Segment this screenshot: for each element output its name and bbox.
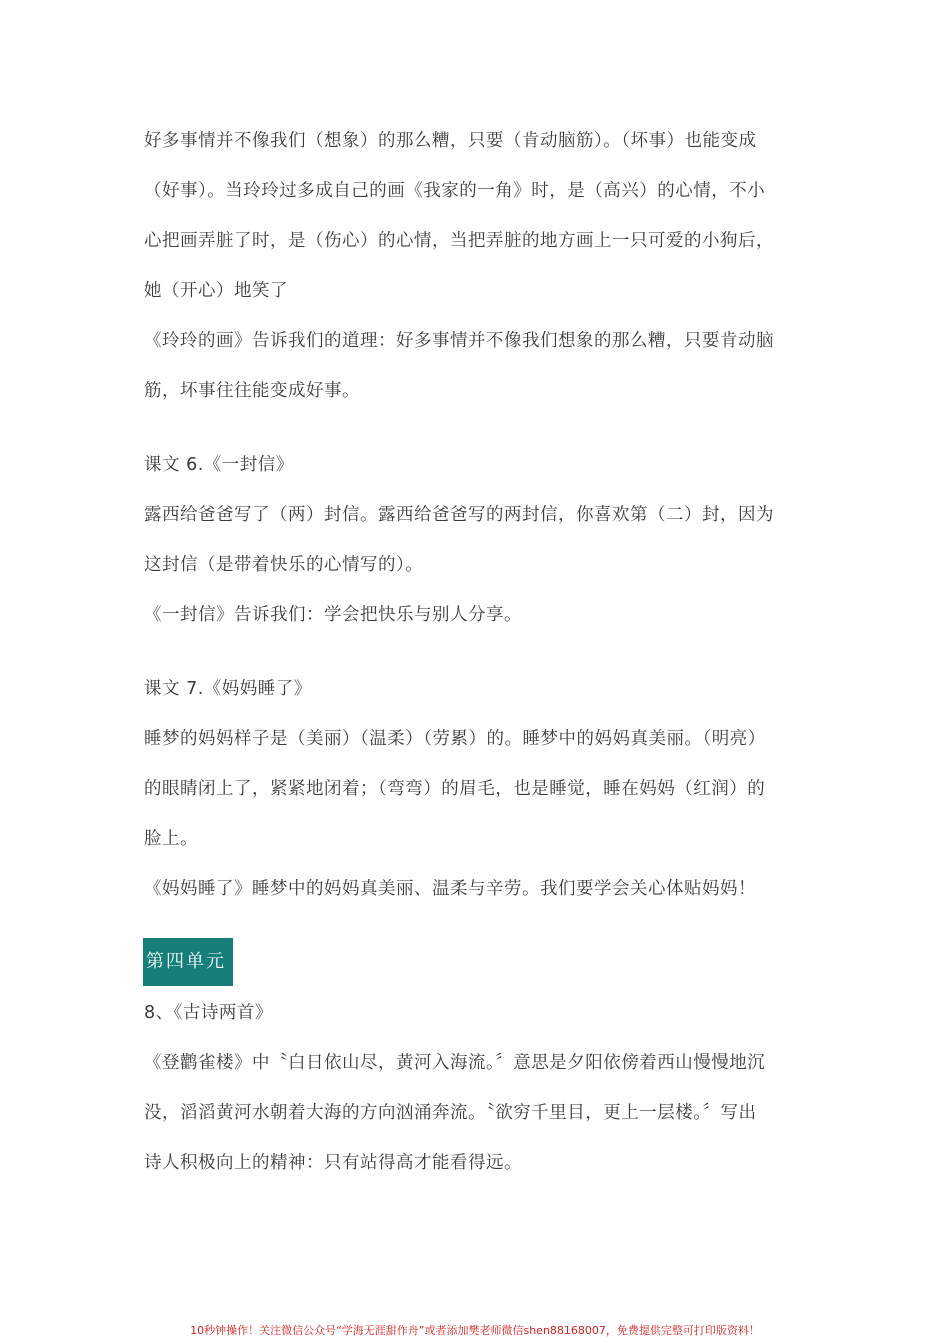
lesson-6-title: 课文 6.《一封信》 (144, 455, 294, 475)
paragraph-line: 她（开心）地笑了 (144, 281, 288, 301)
summary-line: 筋，坏事往往能变成好事。 (144, 381, 360, 401)
paragraph-line: 睡梦的妈妈样子是（美丽）（温柔）（劳累）的。睡梦中的妈妈真美丽。（明亮） (144, 729, 766, 749)
paragraph-line: （好事）。当玲玲过多成自己的画《我家的一角》时，是（高兴）的心情，不小 (144, 181, 766, 201)
paragraph-line: 心把画弄脏了时，是（伤心）的心情，当把弄脏的地方画上一只可爱的小狗后， (144, 231, 774, 251)
unit-heading: 第四单元 (146, 951, 226, 972)
paragraph-line: 好多事情并不像我们（想象）的那么糟，只要（肯动脑筋）。（坏事）也能变成 (144, 131, 757, 151)
footer-notice: 10秒钟操作！关注微信公众号“学海无涯甜作舟”或者添加樊老师微信shen88168007，免费提供完整可打印版资料！ (190, 1324, 760, 1337)
lesson-8-title: 8、《古诗两首》 (144, 1003, 273, 1023)
summary-line: 《一封信》告诉我们：学会把快乐与别人分享。 (144, 605, 522, 625)
paragraph-line: 露西给爸爸写了（两）封信。露西给爸爸写的两封信，你喜欢第（二）封，因为 (144, 505, 774, 525)
paragraph-line: 的眼睛闭上了，紧紧地闭着；（弯弯）的眉毛，也是睡觉，睡在妈妈（红润）的 (144, 779, 766, 799)
paragraph-line: 诗人积极向上的精神：只有站得高才能看得远。 (144, 1153, 522, 1173)
paragraph-line: 脸上。 (144, 829, 198, 849)
paragraph-line: 没，滔滔黄河水朝着大海的方向汹涌奔流。〝欲穷千里目，更上一层楼。〞写出 (144, 1103, 757, 1123)
summary-line: 《玲玲的画》告诉我们的道理：好多事情并不像我们想象的那么糟，只要肯动脑 (144, 331, 774, 351)
paragraph-line: 这封信（是带着快乐的心情写的）。 (144, 555, 424, 575)
summary-line: 《妈妈睡了》睡梦中的妈妈真美丽、温柔与辛劳。我们要学会关心体贴妈妈！ (144, 879, 756, 899)
lesson-7-title: 课文 7.《妈妈睡了》 (144, 679, 312, 699)
paragraph-line: 《登鹳雀楼》中〝白日依山尽，黄河入海流。〞意思是夕阳依傍着西山慢慢地沉 (144, 1053, 766, 1073)
